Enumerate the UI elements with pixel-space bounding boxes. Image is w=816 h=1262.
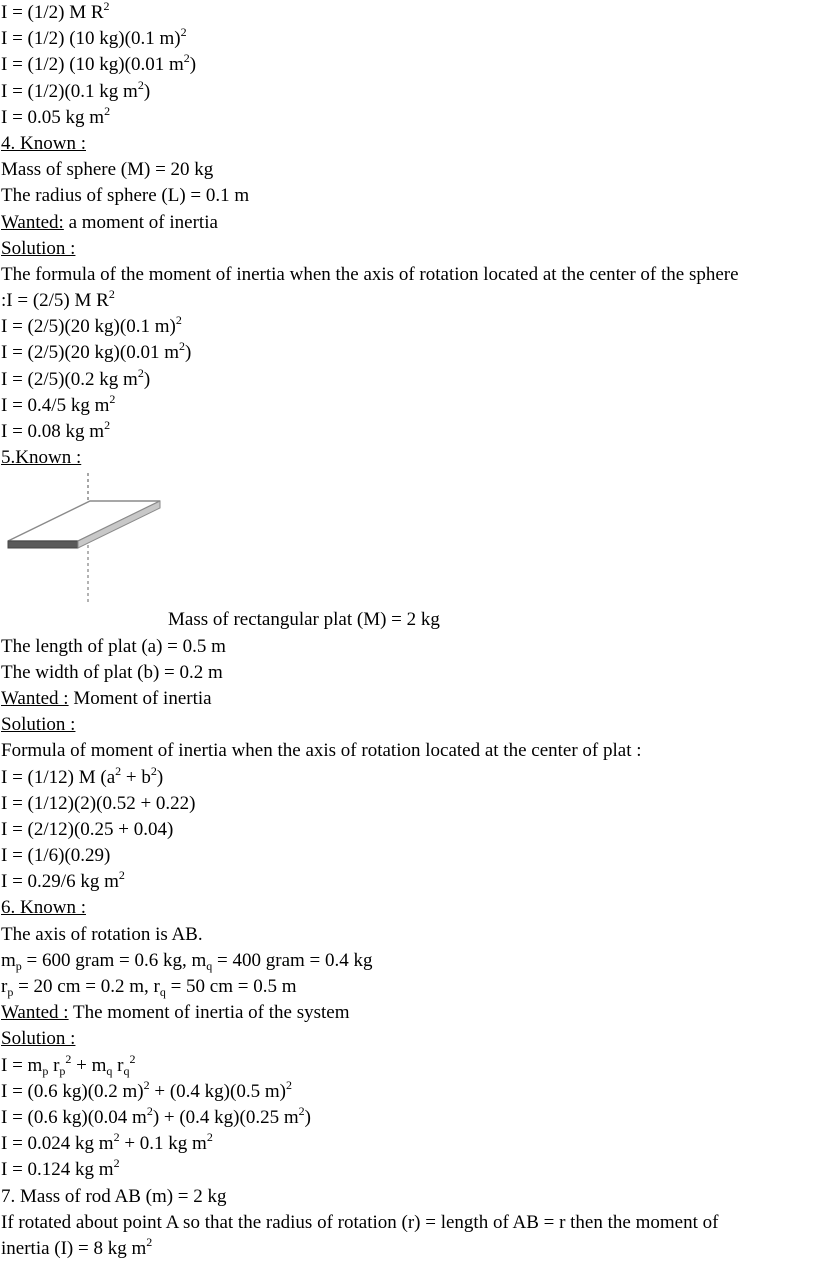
- formula-line: I = 0.124 kg $m^2$: [1, 1156, 120, 1181]
- section-heading-known-4: 4. Known :: [1, 132, 86, 154]
- solution-heading: Solution :: [1, 1028, 76, 1050]
- formula-line: I = (1/2) M $R^2$: [1, 0, 110, 23]
- formula-line: I = (1/6)(0.29): [1, 845, 111, 867]
- formula-line: I = 0.4/5 kg $m^2$: [1, 391, 116, 416]
- text-line: $r_p = 20$ cm = 0.2 m, $r_q = 50$ cm = 0.5 m: [1, 976, 297, 999]
- formula-line: I = 0.024 kg $m^2 + 0.1$ kg $m^2$: [1, 1130, 213, 1155]
- text-line: The width of plat (b) = 0.2 m: [1, 661, 223, 683]
- text-line: The axis of rotation is AB.: [1, 923, 203, 945]
- formula-line: I = (1/2) (10 kg)(0.01 $m^2$): [1, 51, 197, 76]
- text-line: Mass of rectangular plat (M) = 2 kg: [168, 609, 440, 631]
- formula-line: I = 0.08 kg $m^2$: [1, 418, 111, 442]
- formula-line: I = (2/5)(20 kg)(0.01 $m^2$): [1, 339, 192, 364]
- wanted-line: Wanted : The moment of inertia of the system: [1, 1002, 350, 1024]
- formula-line: I = (2/12)(0.25 + 0.04): [1, 818, 174, 840]
- formula-line: I = (2/5)(20 kg)(0.1 m)$^2$: [1, 313, 182, 338]
- formula-line: I = (0.6 kg)(0.2 m)$^2$ + (0.4 kg)(0.5 m)$^2$: [1, 1077, 292, 1102]
- text-line: Mass of sphere (M) = 20 kg: [1, 159, 214, 181]
- formula-line: I = (1/2) (10 kg)(0.1 m)$^2$: [1, 25, 187, 50]
- solution-heading: Solution :: [1, 237, 76, 259]
- text-line: The formula of the moment of inertia when the axis of rotation located at the center of the sphere: [1, 263, 739, 285]
- formula-line: I = (0.6 kg)(0.04 $m^2) + (0.4$ kg)(0.25 $m^2$): [1, 1103, 311, 1128]
- wanted-line: Wanted: a moment of inertia: [1, 211, 218, 233]
- section-heading-known-5: 5.Known :: [1, 447, 82, 469]
- text-line: Formula of moment of inertia when the axis of rotation located at the center of plat :: [1, 740, 642, 762]
- formula-line: I = (1/12) M $(a^2 + b^2)$: [1, 763, 164, 788]
- text-line: 7. Mass of rod AB (m) = 2 kg: [1, 1185, 227, 1207]
- section-heading-known-6: 6. Known :: [1, 897, 86, 919]
- rectangular-plate-icon: [0, 471, 180, 607]
- text-line: The length of plat (a) = 0.5 m: [1, 635, 226, 657]
- text-line: The radius of sphere (L) = 0.1 m: [1, 185, 250, 207]
- formula-line: :I = (2/5) M $R^2$: [1, 287, 115, 312]
- formula-line: I = (2/5)(0.2 kg $m^2$): [1, 365, 151, 390]
- text-line: $m_p = 600$ gram = 0.6 kg, $m_q = 400$ gram = 0.4 kg: [1, 949, 373, 973]
- formula-line: $I = m_p$ $r_p^2 + m_q$ $r_q^2$: [1, 1051, 136, 1078]
- formula-line: I = (1/2)(0.1 kg $m^2$): [1, 77, 151, 102]
- text-line: If rotated about point A so that the radius of rotation (r) = length of AB = r then the moment of: [1, 1211, 719, 1233]
- solution-heading: Solution :: [1, 714, 76, 736]
- formula-line: I = 0.05 kg $m^2$: [1, 103, 111, 128]
- formula-line: I = 0.29/6 kg $m^2$: [1, 868, 125, 893]
- formula-line: I = (1/12)(2)(0.52 + 0.22): [1, 792, 196, 814]
- text-line: inertia (I) = 8 kg $m^2$: [1, 1234, 153, 1259]
- rectangular-plate-figure: [0, 471, 816, 607]
- wanted-line: Wanted : Moment of inertia: [1, 687, 212, 709]
